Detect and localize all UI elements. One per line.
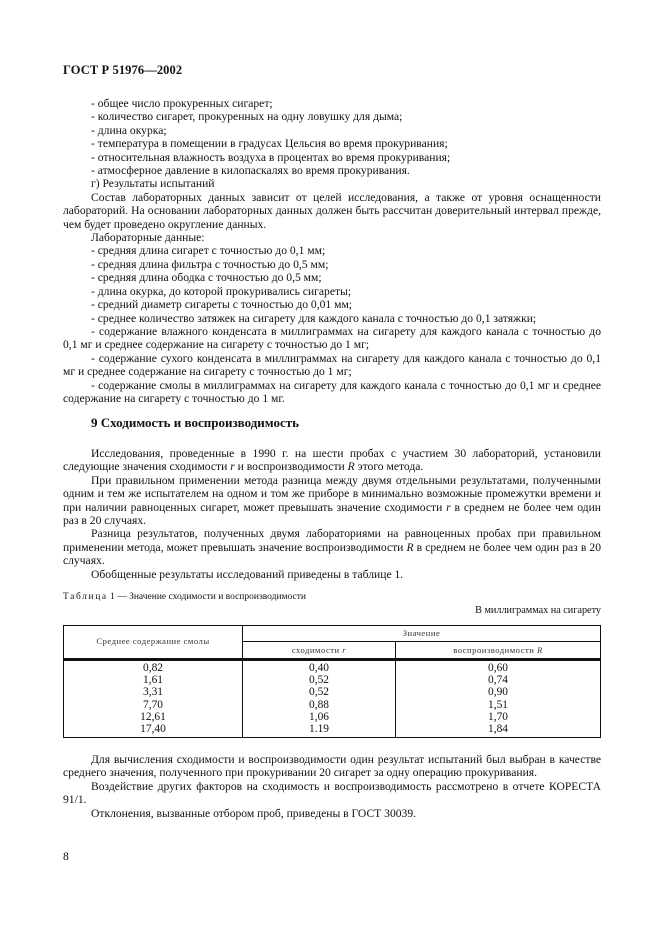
- paragraph-other-factors: Воздействие других факторов на сходимость и воспроизводимость рассмотрено в отчете КОРЕСТА 91/1.: [63, 779, 601, 807]
- list-item: - средняя длина ободка с точностью до 0,5 мм;: [91, 271, 322, 285]
- list-item: - средний диаметр сигареты с точностью до 0,01 мм;: [91, 298, 353, 312]
- test-conditions-list: [63, 97, 601, 405]
- list-item: - общее число прокуренных сигарет;: [91, 97, 273, 110]
- paragraph-study: Исследования, проведенные в 1990 г. на шести пробах с участием 30 лабораторий, установили следующие значения сходимости r и воспроизводимости R этого метода.: [63, 447, 601, 474]
- tar-values-cell: 0,82 1,61 3,31 7,70 12,61 17,40: [64, 660, 243, 738]
- document-header-id: ГОСТ Р 51976—2002: [63, 63, 183, 77]
- list-item: - длина окурка;: [91, 123, 167, 137]
- paragraph-sampling-deviations: Отклонения, вызванные отбором проб, приведены в ГОСТ 30039.: [91, 806, 417, 820]
- repeatability-values-cell: 0,40 0,52 0,52 0,88 1,06 1.19: [243, 660, 396, 738]
- list-item: - атмосферное давление в килопаскалях во время прокуривания.: [91, 164, 410, 178]
- list-item: - содержание сухого конденсата в миллиграммах на сигарету для каждого канала с точностью до 0,1 мг и среднее содержание на сигарету с точностью до 1 мг;: [63, 351, 601, 379]
- paragraph-repeatability: При правильном применении метода разница между двумя отдельными результатами, полученными одним и тем же испытателем на одном и том же приборе в минимально возможные промежутки времени и при наличии равноценных сигарет, может превышать значение сходимости r в среднем не более чем один раз в 20 случаях.: [63, 473, 601, 528]
- paragraph-reproducibility: Разница результатов, полученных двумя лабораториями на равноценных пробах при правильном применении метода, может превышать значение воспроизводимости R в среднем не более чем один раз в 20 случаях.: [63, 527, 601, 568]
- list-item: - среднее количество затяжек на сигарету для каждого канала с точностью до 0,1 затяжки;: [91, 311, 537, 325]
- list-item: - количество сигарет, прокуренных на одну ловушку для дыма;: [91, 110, 403, 124]
- table-caption: Таблица 1 — Значение сходимости и воспроизводимости: [63, 592, 306, 602]
- symbol-R: R: [347, 460, 355, 474]
- list-item: - температура в помещении в градусах Цельсия во время прокуривания;: [91, 137, 448, 151]
- reproducibility-values-cell: 0,60 0,74 0,90 1,51 1,70 1,84: [396, 660, 601, 738]
- column-header-reproducibility: воспроизводимости R: [396, 642, 601, 660]
- column-header-repeatability: сходимости r: [243, 642, 396, 660]
- paragraph-lab-composition: Состав лабораторных данных зависит от целей исследования, а также от уровня оснащенности лабораторий. На основании лабораторных данных должен быть рассчитан доверительный интервал прежде, чем будет проведено округление данных.: [63, 190, 601, 231]
- table-units: В миллиграммах на сигарету: [475, 605, 601, 616]
- subsection-heading-results: г) Результаты испытаний: [91, 177, 215, 191]
- section-9-body: [63, 447, 601, 581]
- symbol-R: R: [406, 540, 414, 554]
- table-row: [64, 660, 601, 738]
- lab-data-title: Лабораторные данные:: [91, 231, 205, 245]
- symbol-r: r: [446, 500, 451, 514]
- section-9-title: 9 Сходимость и воспроизводимость: [91, 415, 300, 430]
- post-table-text: [63, 753, 601, 820]
- symbol-r: r: [230, 460, 235, 474]
- table-repeatability-reproducibility: [63, 625, 601, 738]
- list-item: - содержание смолы в миллиграммах на сигарету для каждого канала с точностью до 0,1 мг и среднее содержание на сигарету с точностью до 1 мг.: [63, 378, 601, 405]
- list-item: - относительная влажность воздуха в процентах во время прокуривания;: [91, 150, 451, 164]
- list-item: - средняя длина сигарет с точностью до 0,1 мм;: [91, 244, 326, 258]
- list-item: - средняя длина фильтра с точностью до 0,5 мм;: [91, 257, 329, 271]
- paragraph-summary: Обобщенные результаты исследований приведены в таблице 1.: [91, 567, 404, 581]
- paragraph-calculation-note: Для вычисления сходимости и воспроизводимости один результат испытаний был выбран в качестве среднего значения, полученного при прокуривании 20 сигарет за одну операцию прокуривания.: [63, 753, 601, 780]
- column-group-header-value: Значение: [243, 626, 601, 642]
- list-item: - содержание влажного конденсата в миллиграммах на сигарету для каждого канала с точностью до 0,1 мг и среднее содержание на сигарету с точностью до 1 мг;: [63, 324, 601, 352]
- list-item: - длина окурка, до которой прокуривались сигареты;: [91, 284, 352, 298]
- column-header-tar: Среднее содержание смолы: [64, 626, 243, 660]
- page-number: 8: [63, 850, 69, 863]
